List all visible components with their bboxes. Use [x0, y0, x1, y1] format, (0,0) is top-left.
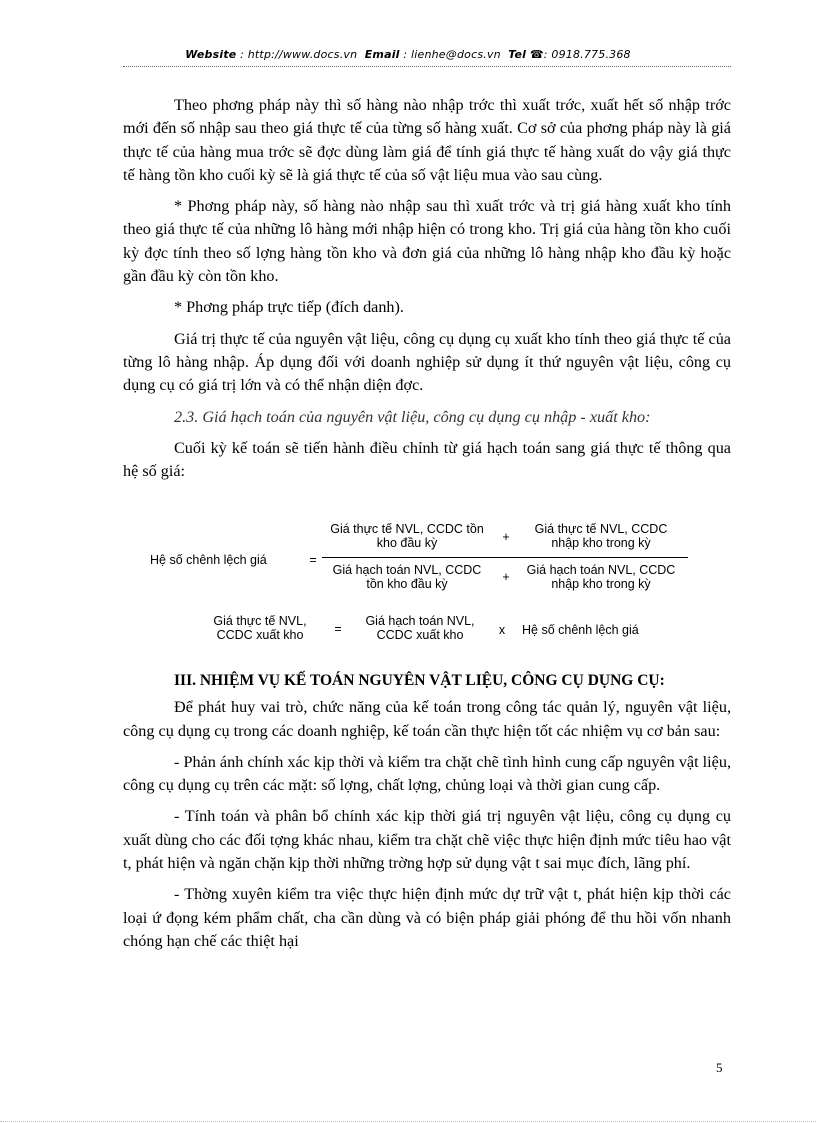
- section-heading: III. NHIỆM VỤ KẾ TOÁN NGUYÊN VẬT LIỆU, CÔNG CỤ DỤNG CỤ:: [174, 672, 665, 689]
- export-price-mid-line1: Giá hạch toán NVL,: [365, 614, 475, 628]
- numerator-term-a: [318, 522, 496, 550]
- document-body-continued: [123, 655, 731, 961]
- website-value: : http://www.docs.vn: [240, 48, 358, 61]
- paragraph: - Phản ánh chính xác kịp thời và kiểm tra chặt chẽ tình hình cung cấp nguyên vật liệu, công cụ dụng cụ trên các mặt: số lợng, chất lợng, chủng loại và thời gian cung cấp.: [123, 752, 731, 795]
- denominator-term-a-line1: Giá hạch toán NVL, CCDC: [332, 563, 482, 577]
- export-price-lhs-line2: CCDC xuất kho: [216, 628, 304, 642]
- paragraph: * Phơng pháp trực tiếp (đích danh).: [174, 298, 404, 317]
- paragraph: - Tính toán và phân bổ chính xác kịp thời giá trị nguyên vật liệu, công cụ dụng cụ xuất dùng cho các đối tợng khác nhau, kiểm tra chặt chẽ việc thực hiện định mức tiêu hao vật t, phát hiện và ngăn chặn kịp thời những trờng hợp sử dụng vật t sai mục đích, lãng phí.: [123, 807, 731, 873]
- paragraph: Theo phơng pháp này thì số hàng nào nhập trớc thì xuất trớc, xuất hết số nhập trớc mới đến số nhập sau theo giá thực tế của từng số hàng xuất. Cơ sở của phơng pháp này là giá thực tế của hàng mua trớc sẽ đợc dùng làm giá để tính giá thực tế hàng xuất do vậy giá thực tế hàng tồn kho cuối kỳ sẽ là giá thực tế của số vật liệu mua vào sau cùng.: [123, 96, 731, 184]
- denominator-term-b: [518, 563, 684, 591]
- paragraph: - Thờng xuyên kiểm tra việc thực hiện định mức dự trữ vật t, phát hiện kịp thời các loại ứ đọng kém phẩm chất, cha cần dùng và có biện pháp giải phóng để thu hồi vốn nhanh chóng hạn chế các thiệt hại: [123, 885, 731, 950]
- denominator-term-b-line1: Giá hạch toán NVL, CCDC: [526, 563, 676, 577]
- subsection-heading: 2.3. Giá hạch toán của nguyên vật liệu, công cụ dụng cụ nhập - xuất kho:: [174, 407, 651, 426]
- export-price-lhs-line1: Giá thực tế NVL,: [213, 614, 307, 628]
- numerator-term-a-line1: Giá thực tế NVL, CCDC tồn: [330, 522, 484, 536]
- export-price-mid-line2: CCDC xuất kho: [376, 628, 464, 642]
- tel-label: Tel: [508, 48, 527, 61]
- export-price-mid: [350, 614, 490, 642]
- email-label: Email: [364, 48, 400, 61]
- formula2-times: x: [498, 623, 506, 637]
- paragraph: Để phát huy vai trò, chức năng của kế toán trong công tác quản lý, nguyên vật liệu, công cụ dụng cụ trong các doanh nghiệp, kế toán cần thực hiện tốt các nhiệm vụ cơ bản sau:: [123, 698, 731, 740]
- denominator-term-a: [318, 563, 496, 591]
- website-label: Website: [185, 48, 237, 61]
- paragraph: Giá trị thực tế của nguyên vật liệu, công cụ dụng cụ xuất kho tính theo giá thực tế của từng lô hàng nhập. Áp dụng đối với doanh nghiệp sử dụng ít thứ nguyên vật liệu, công cụ dụng cụ có giá trị lớn và có thể nhận diện đợc.: [123, 329, 731, 395]
- export-price-lhs: [190, 614, 330, 642]
- numerator-plus: +: [502, 530, 510, 544]
- phone-icon: ☎: [529, 48, 544, 61]
- numerator-term-b-line1: Giá thực tế NVL, CCDC: [534, 522, 668, 536]
- export-price-rhs: Hệ số chênh lệch giá: [522, 623, 639, 637]
- formula-lhs: Hệ số chênh lệch giá: [150, 553, 267, 567]
- page-number: 5: [716, 1060, 723, 1075]
- fraction-bar: [322, 557, 688, 558]
- formula2-equals: =: [334, 622, 342, 636]
- formula-equals: =: [309, 553, 317, 567]
- footer-divider: [0, 1121, 816, 1122]
- numerator-term-b-line2: nhập kho trong kỳ: [551, 536, 651, 550]
- email-value: : lienhe@docs.vn: [403, 48, 501, 61]
- paragraph: Cuối kỳ kế toán sẽ tiến hành điều chỉnh từ giá hạch toán sang giá thực tế thông qua hệ số giá:: [123, 438, 731, 481]
- paragraph: * Phơng pháp này, số hàng nào nhập sau thì xuất trớc và trị giá hàng xuất kho tính theo giá thực tế của những lô hàng mới nhập hiện có trong kho. Trị giá của hàng tồn kho cuối kỳ đợc tính theo số lợng hàng tồn kho và đơn giá của những lô hàng nhập kho đầu kỳ hoặc gần đầu kỳ còn tồn kho.: [123, 197, 731, 286]
- denominator-term-b-line2: nhập kho trong kỳ: [551, 577, 651, 591]
- denominator-term-a-line2: tồn kho đầu kỳ: [366, 577, 448, 591]
- numerator-term-a-line2: kho đầu kỳ: [376, 536, 438, 550]
- numerator-term-b: [518, 522, 684, 550]
- denominator-plus: +: [502, 570, 510, 584]
- tel-value: : 0918.775.368: [543, 48, 631, 61]
